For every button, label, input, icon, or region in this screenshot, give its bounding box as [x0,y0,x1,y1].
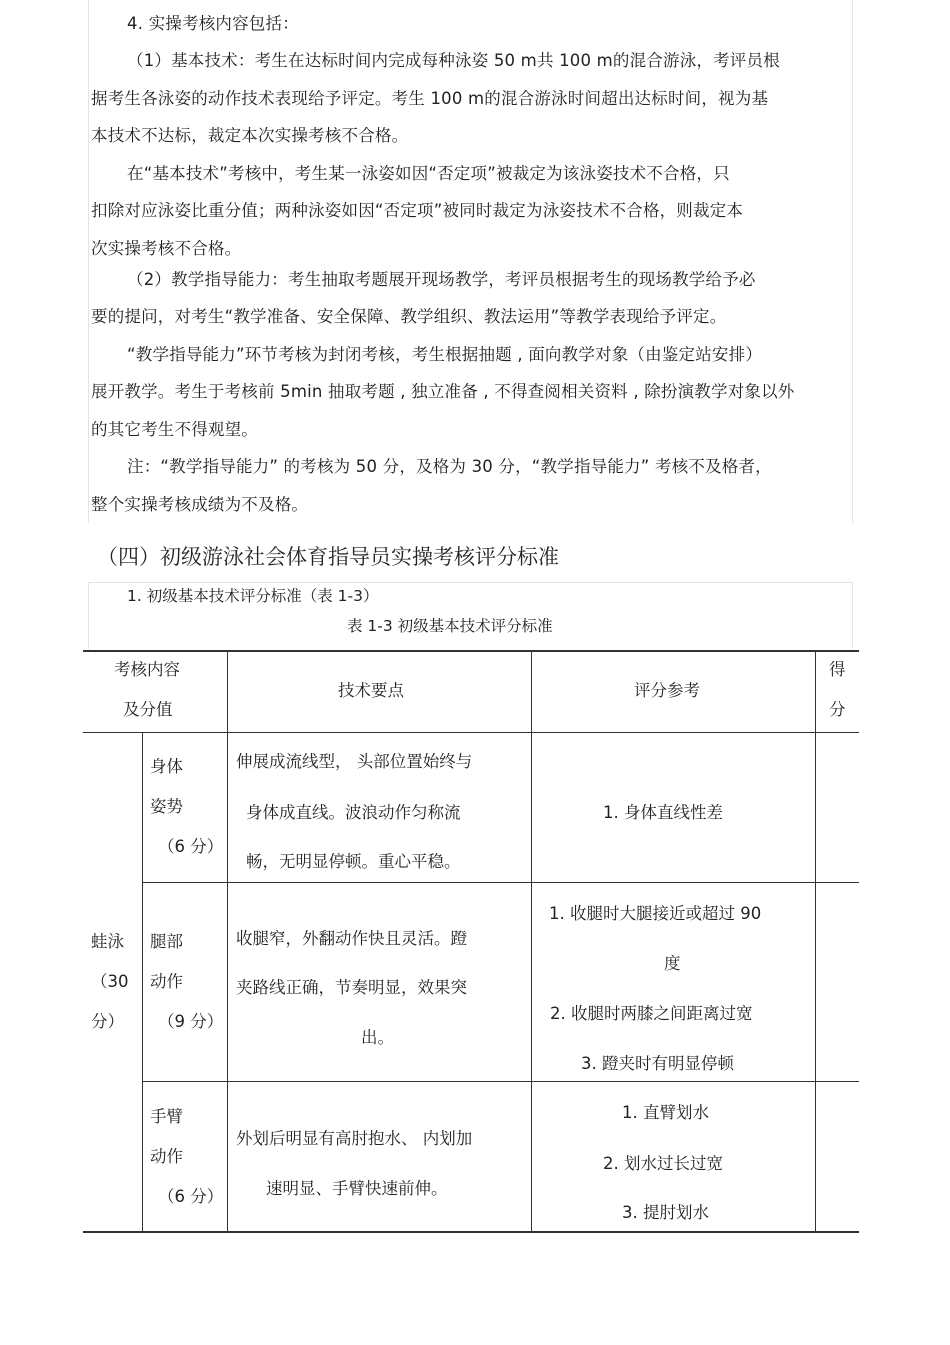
key-point: 收腿窄，外翻动作快且灵活。蹬 [236,929,467,948]
header-key-points: 技术要点 [338,681,404,700]
group-label: 分） [91,1012,124,1031]
scoring-item: 1. 收腿时大腿接近或超过 90 [549,904,762,923]
key-point: 夹路线正确，节奏明显，效果突 [236,978,467,997]
header-content: 及分值 [123,700,173,719]
paragraph-line: 次实操考核不合格。 [91,239,242,258]
paragraph-line: 据考生各泳姿的动作技术表现给予评定。考生 100 m的混合游泳时间超出达标时间，视为基 [91,89,769,108]
table-reference: 1. 初级基本技术评分标准（表 1-3） [127,587,379,605]
paragraph-line: “教学指导能力”环节考核为封闭考核，考生根据抽题 , 面向教学对象（由鉴定站安排） [127,345,763,364]
paragraph-line: 要的提问，对考生“教学准备、安全保障、教学组织、教法运用”等教学表现给予评定。 [91,307,727,326]
key-point: 速明显、手臂快速前伸。 [266,1179,448,1198]
item-label: （6 分） [158,1187,224,1206]
key-point: 出。 [361,1028,394,1047]
paragraph-line: 的其它考生不得观望。 [91,420,258,439]
paragraph-line: 展开教学。考生于考核前 5min 抽取考题 , 独立准备 , 不得查阅相关资料 , 除扮演教学对象以外 [91,382,795,401]
paragraph-line: 4. 实操考核内容包括： [127,14,299,33]
item-label: 腿部 [150,932,183,951]
scoring-item: 2. 收腿时两膝之间距离过宽 [550,1004,753,1023]
paragraph-line: 本技术不达标，裁定本次实操考核不合格。 [91,126,409,145]
header-score: 得 [829,660,846,679]
header-scoring: 评分参考 [634,681,700,700]
table-caption: 表 1-3 初级基本技术评分标准 [347,617,553,635]
scoring-item: 3. 蹬夹时有明显停顿 [581,1054,734,1073]
paragraph-frame [88,0,853,523]
scoring-item: 3. 提肘划水 [622,1203,709,1222]
key-point: 外划后明显有高肘抱水、 内划加 [236,1129,473,1148]
item-label: 动作 [150,1147,183,1166]
header-content: 考核内容 [114,660,180,679]
item-label: 手臂 [150,1107,183,1126]
scoring-item: 1. 身体直线性差 [603,803,723,822]
paragraph-line: 扣除对应泳姿比重分值；两种泳姿如因“否定项”被同时裁定为泳姿技术不合格，则裁定本 [91,201,744,220]
key-point: 伸展成流线型， 头部位置始终与 [236,752,473,771]
scoring-item: 1. 直臂划水 [622,1103,709,1122]
header-score: 分 [829,700,846,719]
item-label: 身体 [150,757,183,776]
item-label: 姿势 [150,797,183,816]
group-label: 蛙泳 [91,932,124,951]
paragraph-line: 在“基本技术”考核中，考生某一泳姿如因“否定项”被裁定为该泳姿技术不合格，只 [127,164,730,183]
key-point: 身体成直线。波浪动作匀称流 [246,803,461,822]
item-label: 动作 [150,972,183,991]
item-label: （9 分） [158,1012,224,1031]
section-title: （四）初级游泳社会体育指导员实操考核评分标准 [97,545,559,569]
scoring-item: 2. 划水过长过宽 [603,1154,723,1173]
paragraph-line: （1）基本技术：考生在达标时间内完成每种泳姿 50 m共 100 m的混合游泳，考评员根 [127,51,780,70]
item-label: （6 分） [158,837,224,856]
paragraph-line: （2）教学指导能力：考生抽取考题展开现场教学，考评员根据考生的现场教学给予必 [127,270,756,289]
paragraph-line: 整个实操考核成绩为不及格。 [91,495,309,514]
group-label: （30 [91,972,129,991]
scoring-item: 度 [664,954,681,973]
key-point: 畅，无明显停顿。重心平稳。 [246,852,461,871]
paragraph-line: 注：“教学指导能力” 的考核为 50 分，及格为 30 分，“教学指导能力” 考核不及格者， [127,457,772,476]
